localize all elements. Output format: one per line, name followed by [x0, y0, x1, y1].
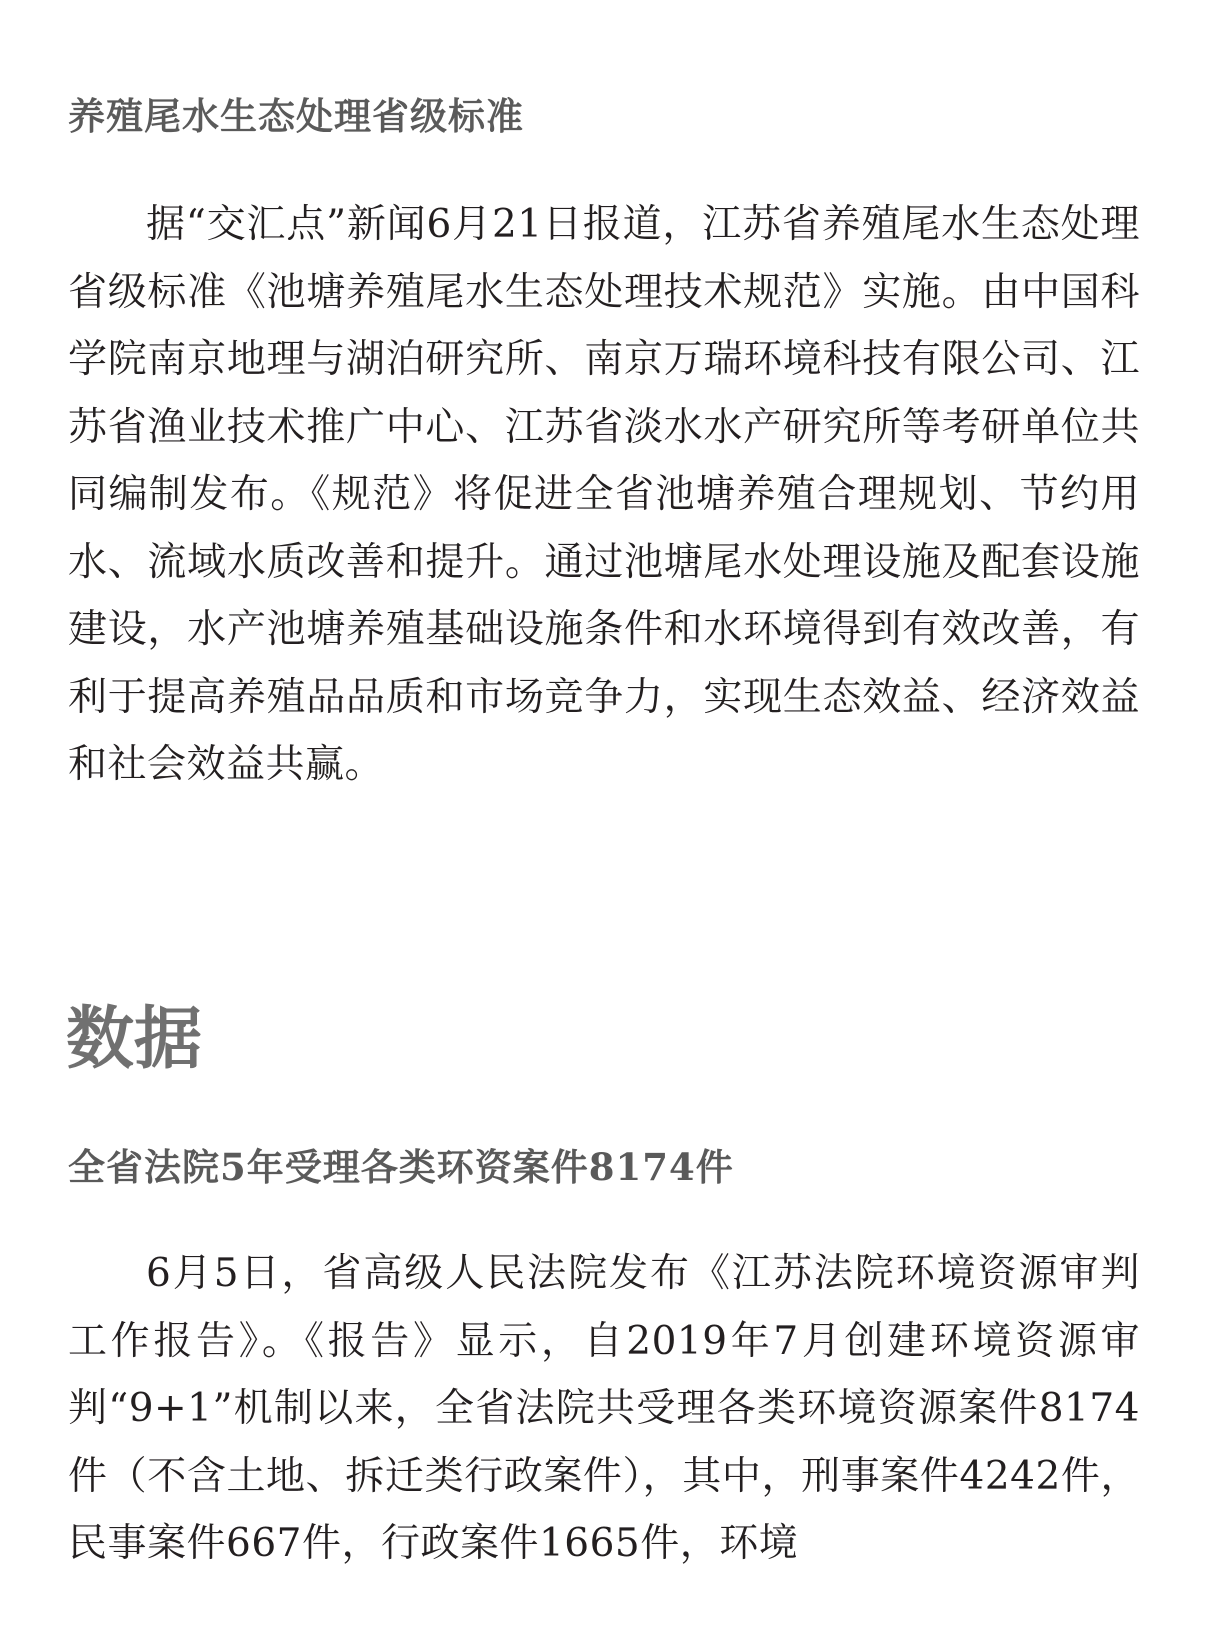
article-body-court-cases: 6月5日，省高级人民法院发布《江苏法院环境资源审判工作报告》。《报告》显示，自2019年7月创建环境资源审判“9+1”机制以来，全省法院共受理各类环境资源案件8174件（不含土地、拆迁类行政案件），其中，刑事案件4242件，民事案件667件，行政案件1665件，环境 — [68, 1251, 1140, 1566]
article-body-aquaculture-standard: 据“交汇点”新闻6月21日报道，江苏省养殖尾水生态处理省级标准《池塘养殖尾水生态处理技术规范》实施。由中国科学院南京地理与湖泊研究所、南京万瑞环境科技有限公司、江苏省渔业技术推广中心、江苏省淡水水产研究所等考研单位共同编制发布。《规范》将促进全省池塘养殖合理规划、节约用水、流域水质改善和提升。通过池塘尾水处理设施及配套设施建设，水产池塘养殖基础设施条件和水环境得到有效改善，有利于提高养殖品品质和市场竞争力，实现生态效益、经济效益和社会效益共赢。 — [68, 202, 1140, 787]
article-heading-aquaculture-standard: 养殖尾水生态处理省级标准 — [68, 94, 524, 138]
section-title-data: 数据 — [66, 1000, 203, 1079]
article-heading-court-cases: 全省法院5年受理各类环资案件8174件 — [68, 1145, 734, 1189]
